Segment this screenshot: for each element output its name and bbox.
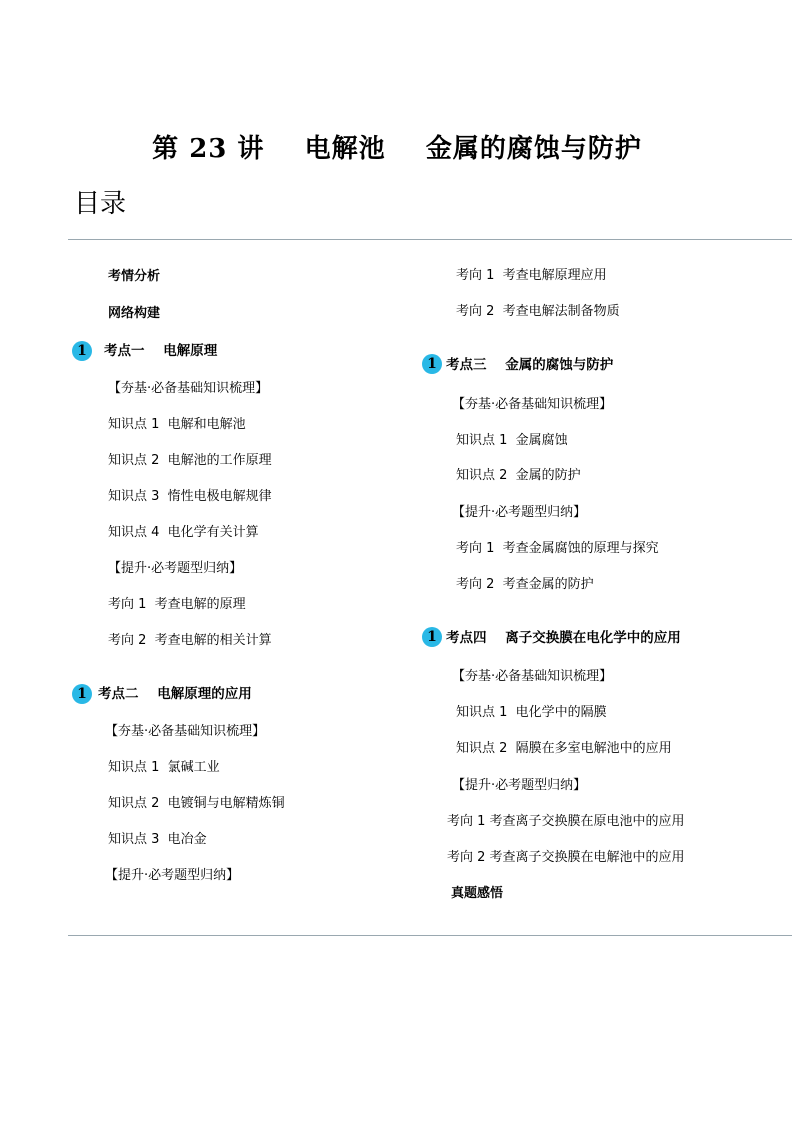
toc-entry[interactable]: 【提升·必考题型归纳】 (105, 868, 240, 883)
toc-entry[interactable]: 【提升·必考题型归纳】 (452, 505, 587, 520)
toc-entry-exam-review[interactable]: 真题感悟 (451, 886, 504, 901)
page-title: 第 23 讲 电解池 金属的腐蚀与防护 (152, 134, 642, 164)
bottom-divider (68, 935, 792, 936)
toc-entry[interactable]: 【夯基·必备基础知识梳理】 (452, 397, 613, 412)
toc-entry[interactable]: 考向 2 考查金属的防护 (456, 577, 594, 592)
topic-badge-icon: 1 (422, 354, 442, 374)
toc-entry[interactable]: 知识点 1 氯碱工业 (108, 760, 220, 775)
top-divider (68, 239, 792, 240)
toc-entry[interactable]: 考向 2 考查离子交换膜在电解池中的应用 (447, 850, 685, 865)
topic-heading-2[interactable]: 考点二 电解原理的应用 (98, 686, 252, 702)
topic-heading-4[interactable]: 考点四 离子交换膜在电化学中的应用 (446, 630, 681, 646)
toc-entry[interactable]: 考向 1 考查离子交换膜在原电池中的应用 (447, 814, 685, 829)
toc-entry[interactable]: 知识点 3 惰性电极电解规律 (108, 489, 272, 504)
toc-entry[interactable]: 考向 1 考查电解的原理 (108, 597, 246, 612)
toc-entry[interactable]: 考向 1 考查电解原理应用 (456, 268, 607, 283)
topic-badge-icon: 1 (422, 627, 442, 647)
topic-badge-icon: 1 (72, 684, 92, 704)
topic-heading-1[interactable]: 考点一 电解原理 (104, 343, 218, 359)
topic-heading-3[interactable]: 考点三 金属的腐蚀与防护 (446, 357, 614, 373)
toc-entry-intro[interactable]: 考情分析 (108, 269, 161, 284)
toc-entry[interactable]: 知识点 2 金属的防护 (456, 468, 581, 483)
toc-entry[interactable]: 考向 2 考查电解法制备物质 (456, 304, 620, 319)
toc-entry[interactable]: 知识点 2 电镀铜与电解精炼铜 (108, 796, 285, 811)
toc-entry[interactable]: 知识点 1 金属腐蚀 (456, 433, 568, 448)
topic-badge-icon: 1 (72, 341, 92, 361)
toc-entry[interactable]: 知识点 1 电化学中的隔膜 (456, 705, 607, 720)
toc-entry[interactable]: 知识点 4 电化学有关计算 (108, 525, 259, 540)
toc-entry[interactable]: 知识点 1 电解和电解池 (108, 417, 246, 432)
toc-entry[interactable]: 知识点 2 隔膜在多室电解池中的应用 (456, 741, 672, 756)
toc-entry[interactable]: 【夯基·必备基础知识梳理】 (108, 381, 269, 396)
toc-entry-network[interactable]: 网络构建 (108, 306, 161, 321)
toc-entry[interactable]: 【夯基·必备基础知识梳理】 (105, 724, 266, 739)
toc-entry[interactable]: 【夯基·必备基础知识梳理】 (452, 669, 613, 684)
toc-entry[interactable]: 【提升·必考题型归纳】 (452, 778, 587, 793)
toc-heading: 目录 (74, 189, 127, 219)
toc-entry[interactable]: 考向 2 考查电解的相关计算 (108, 633, 272, 648)
toc-entry[interactable]: 考向 1 考查金属腐蚀的原理与探究 (456, 541, 659, 556)
toc-entry[interactable]: 知识点 3 电冶金 (108, 832, 207, 847)
toc-entry[interactable]: 知识点 2 电解池的工作原理 (108, 453, 272, 468)
toc-entry[interactable]: 【提升·必考题型归纳】 (108, 561, 243, 576)
